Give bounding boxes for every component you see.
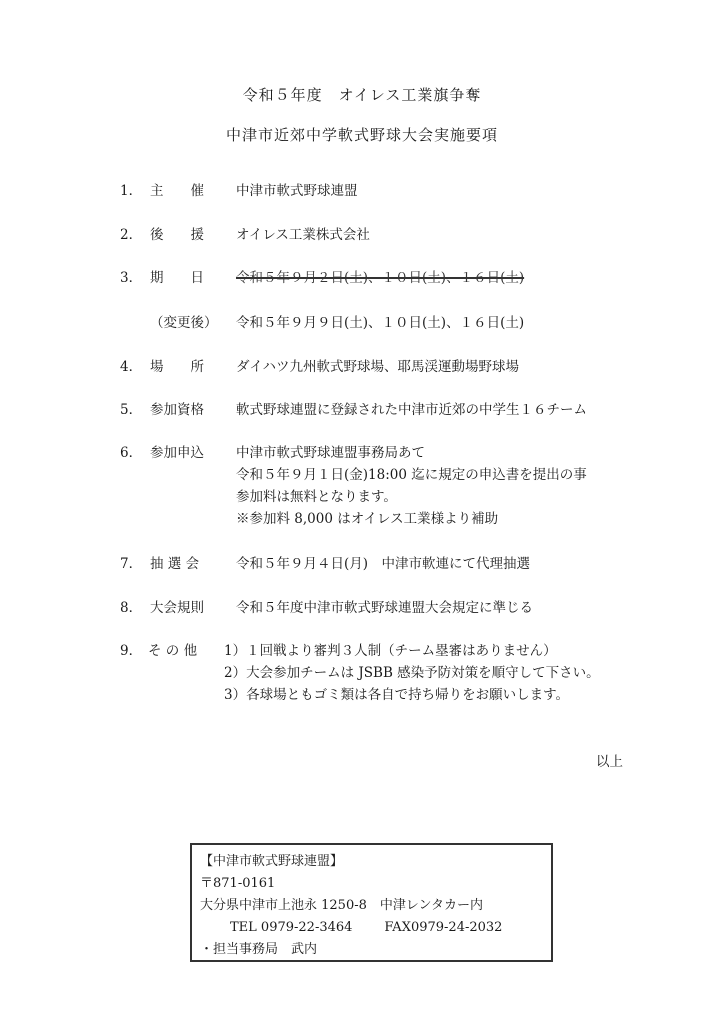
- contact-org: 【中津市軟式野球連盟】: [200, 854, 344, 869]
- item-label: 抽 選 会: [150, 556, 200, 572]
- item-value-lines: [224, 640, 600, 706]
- item-value-lines: [236, 442, 587, 530]
- contact-fax: FAX0979-24-2032: [384, 920, 503, 935]
- contact-postal: 〒871-0161: [200, 876, 276, 891]
- closing-text: 以上: [596, 754, 623, 770]
- item-number: 7．: [120, 556, 143, 572]
- contact-phone-fax: [200, 917, 551, 939]
- item-value: 令和５年度中津市軟式野球連盟大会規定に準じる: [236, 600, 533, 616]
- item-label: 大会規則: [150, 600, 204, 616]
- contact-tel: TEL 0979-22-3464: [230, 920, 353, 935]
- changed-value: 令和５年９月９日(土)、１０日(土)、１６日(土): [236, 315, 525, 331]
- contact-address: 大分県中津市上池永 1250-8 中津レンタカー内: [200, 898, 484, 913]
- other-note-line: 2）大会参加チームは JSBB 感染予防対策を順守して下さい。: [224, 665, 600, 681]
- other-note-line: 1）１回戦より審判３人制（チーム塁審はありません）: [224, 643, 557, 659]
- item-number: 9．: [120, 643, 143, 659]
- item-value-struck: 令和５年９月２日(土)、１０日(土)、１６日(土): [236, 270, 525, 286]
- item-label: 参加申込: [150, 445, 204, 461]
- item-label: 後 援: [150, 227, 204, 243]
- application-line: 中津市軟式野球連盟事務局あて: [236, 445, 425, 461]
- application-line: 令和５年９月１日(金)18:00 迄に規定の申込書を提出の事: [236, 467, 587, 483]
- item-label: 場 所: [150, 359, 204, 375]
- item-value: 中津市軟式野球連盟: [236, 183, 358, 199]
- item-value: オイレス工業株式会社: [236, 227, 370, 243]
- item-number: 4．: [120, 359, 143, 375]
- item-label: そ の 他: [148, 643, 198, 659]
- item-label: 主 催: [150, 183, 204, 199]
- item-number: 3．: [120, 270, 143, 286]
- item-number: 8．: [120, 600, 143, 616]
- application-line: ※参加料 8,000 はオイレス工業様より補助: [236, 511, 499, 527]
- contact-box: [190, 843, 553, 962]
- item-value: ダイハツ九州軟式野球場、耶馬渓運動場野球場: [236, 359, 519, 375]
- item-value: 軟式野球連盟に登録された中津市近郊の中学生１６チーム: [236, 402, 587, 418]
- item-number: 5．: [120, 402, 143, 418]
- item-label: 期 日: [150, 270, 204, 286]
- other-note-line: 3）各球場ともゴミ類は各自で持ち帰りをお願いします。: [224, 687, 570, 703]
- changed-label: （変更後）: [150, 315, 218, 331]
- item-number: 2．: [120, 227, 143, 243]
- item-value: 令和５年９月４日(月) 中津市軟連にて代理抽選: [236, 556, 531, 572]
- title-line-1: 令和５年度 オイレス工業旗争奪: [242, 86, 482, 104]
- title-line-2: 中津市近郊中学軟式野球大会実施要項: [225, 126, 498, 144]
- item-number: 6．: [120, 445, 143, 461]
- item-number: 1．: [120, 183, 143, 199]
- application-line: 参加料は無料となります。: [236, 489, 397, 505]
- item-label: 参加資格: [150, 402, 204, 418]
- contact-staff: ・担当事務局 武内: [200, 942, 318, 957]
